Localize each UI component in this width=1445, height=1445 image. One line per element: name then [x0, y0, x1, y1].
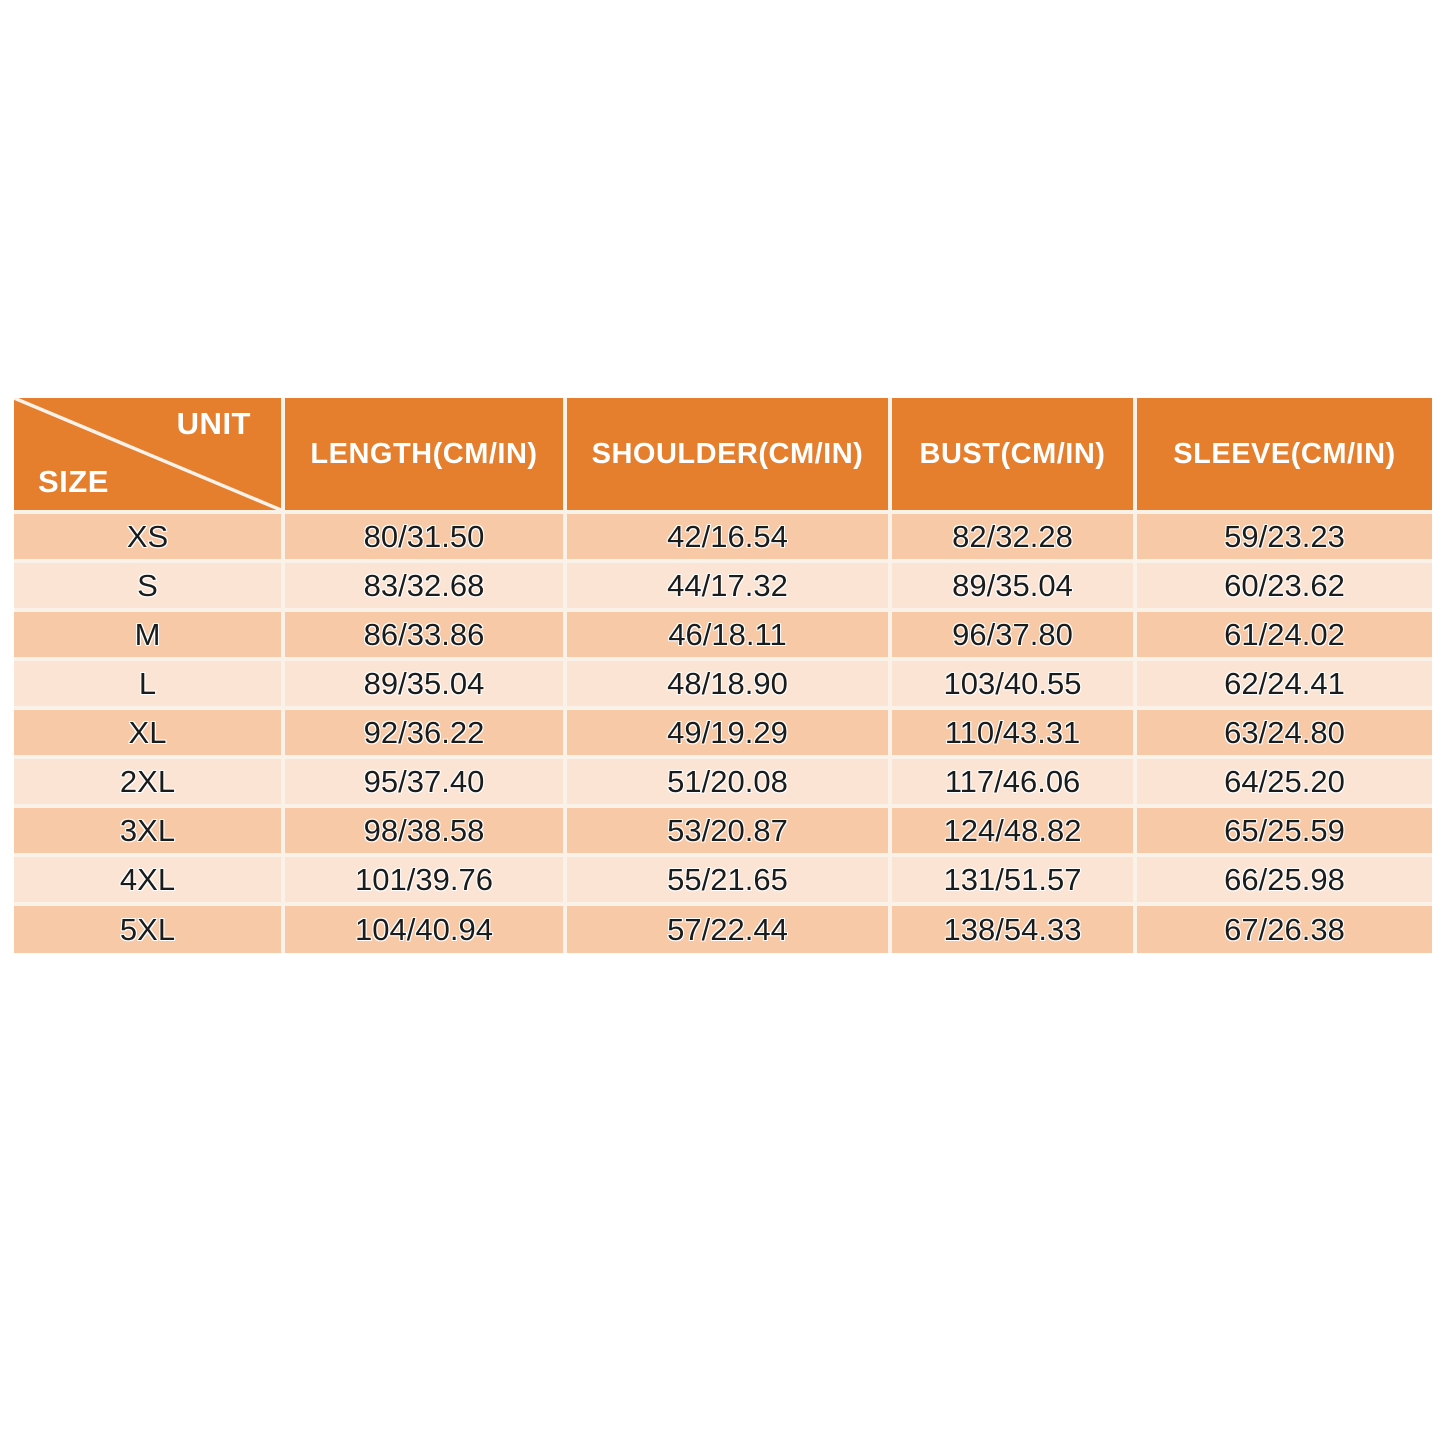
table-row-4xl: [14, 855, 1432, 904]
column-header-bust: BUST(CM/IN): [890, 398, 1135, 512]
size-cell: M: [14, 610, 283, 659]
length-cell: 92/36.22: [283, 708, 565, 757]
bust-cell: 110/43.31: [890, 708, 1135, 757]
shoulder-cell: 53/20.87: [565, 806, 890, 855]
length-cell: 98/38.58: [283, 806, 565, 855]
bust-cell: 117/46.06: [890, 757, 1135, 806]
size-cell: 5XL: [14, 904, 283, 953]
bust-cell: 138/54.33: [890, 904, 1135, 953]
size-cell: L: [14, 659, 283, 708]
table-row-m: [14, 610, 1432, 659]
shoulder-cell: 46/18.11: [565, 610, 890, 659]
bust-cell: 96/37.80: [890, 610, 1135, 659]
table-row-xs: [14, 512, 1432, 561]
shoulder-cell: 44/17.32: [565, 561, 890, 610]
column-header-length: LENGTH(CM/IN): [283, 398, 565, 512]
shoulder-cell: 55/21.65: [565, 855, 890, 904]
length-cell: 86/33.86: [283, 610, 565, 659]
sleeve-cell: 65/25.59: [1135, 806, 1432, 855]
corner-unit-label: UNIT: [176, 406, 251, 441]
size-cell: 4XL: [14, 855, 283, 904]
sleeve-cell: 64/25.20: [1135, 757, 1432, 806]
corner-size-label: SIZE: [38, 464, 109, 499]
sleeve-cell: 66/25.98: [1135, 855, 1432, 904]
shoulder-cell: 42/16.54: [565, 512, 890, 561]
bust-cell: 89/35.04: [890, 561, 1135, 610]
table-row-s: [14, 561, 1432, 610]
shoulder-cell: 57/22.44: [565, 904, 890, 953]
bust-cell: 124/48.82: [890, 806, 1135, 855]
table-row-2xl: [14, 757, 1432, 806]
table-row-3xl: [14, 806, 1432, 855]
table-row-5xl: [14, 904, 1432, 953]
bust-cell: 131/51.57: [890, 855, 1135, 904]
sleeve-cell: 62/24.41: [1135, 659, 1432, 708]
sleeve-cell: 67/26.38: [1135, 904, 1432, 953]
table-row-l: [14, 659, 1432, 708]
shoulder-cell: 48/18.90: [565, 659, 890, 708]
bust-cell: 103/40.55: [890, 659, 1135, 708]
length-cell: 101/39.76: [283, 855, 565, 904]
sleeve-cell: 59/23.23: [1135, 512, 1432, 561]
corner-header-cell: [14, 398, 283, 512]
shoulder-cell: 51/20.08: [565, 757, 890, 806]
length-cell: 83/32.68: [283, 561, 565, 610]
bust-cell: 82/32.28: [890, 512, 1135, 561]
length-cell: 80/31.50: [283, 512, 565, 561]
size-chart-table: [14, 398, 1432, 953]
table-row-xl: [14, 708, 1432, 757]
shoulder-cell: 49/19.29: [565, 708, 890, 757]
column-header-sleeve: SLEEVE(CM/IN): [1135, 398, 1432, 512]
header-row: [14, 398, 1432, 512]
sleeve-cell: 60/23.62: [1135, 561, 1432, 610]
size-cell: XL: [14, 708, 283, 757]
size-cell: 3XL: [14, 806, 283, 855]
sleeve-cell: 61/24.02: [1135, 610, 1432, 659]
size-cell: 2XL: [14, 757, 283, 806]
sleeve-cell: 63/24.80: [1135, 708, 1432, 757]
length-cell: 95/37.40: [283, 757, 565, 806]
size-cell: XS: [14, 512, 283, 561]
length-cell: 104/40.94: [283, 904, 565, 953]
column-header-shoulder: SHOULDER(CM/IN): [565, 398, 890, 512]
size-cell: S: [14, 561, 283, 610]
length-cell: 89/35.04: [283, 659, 565, 708]
